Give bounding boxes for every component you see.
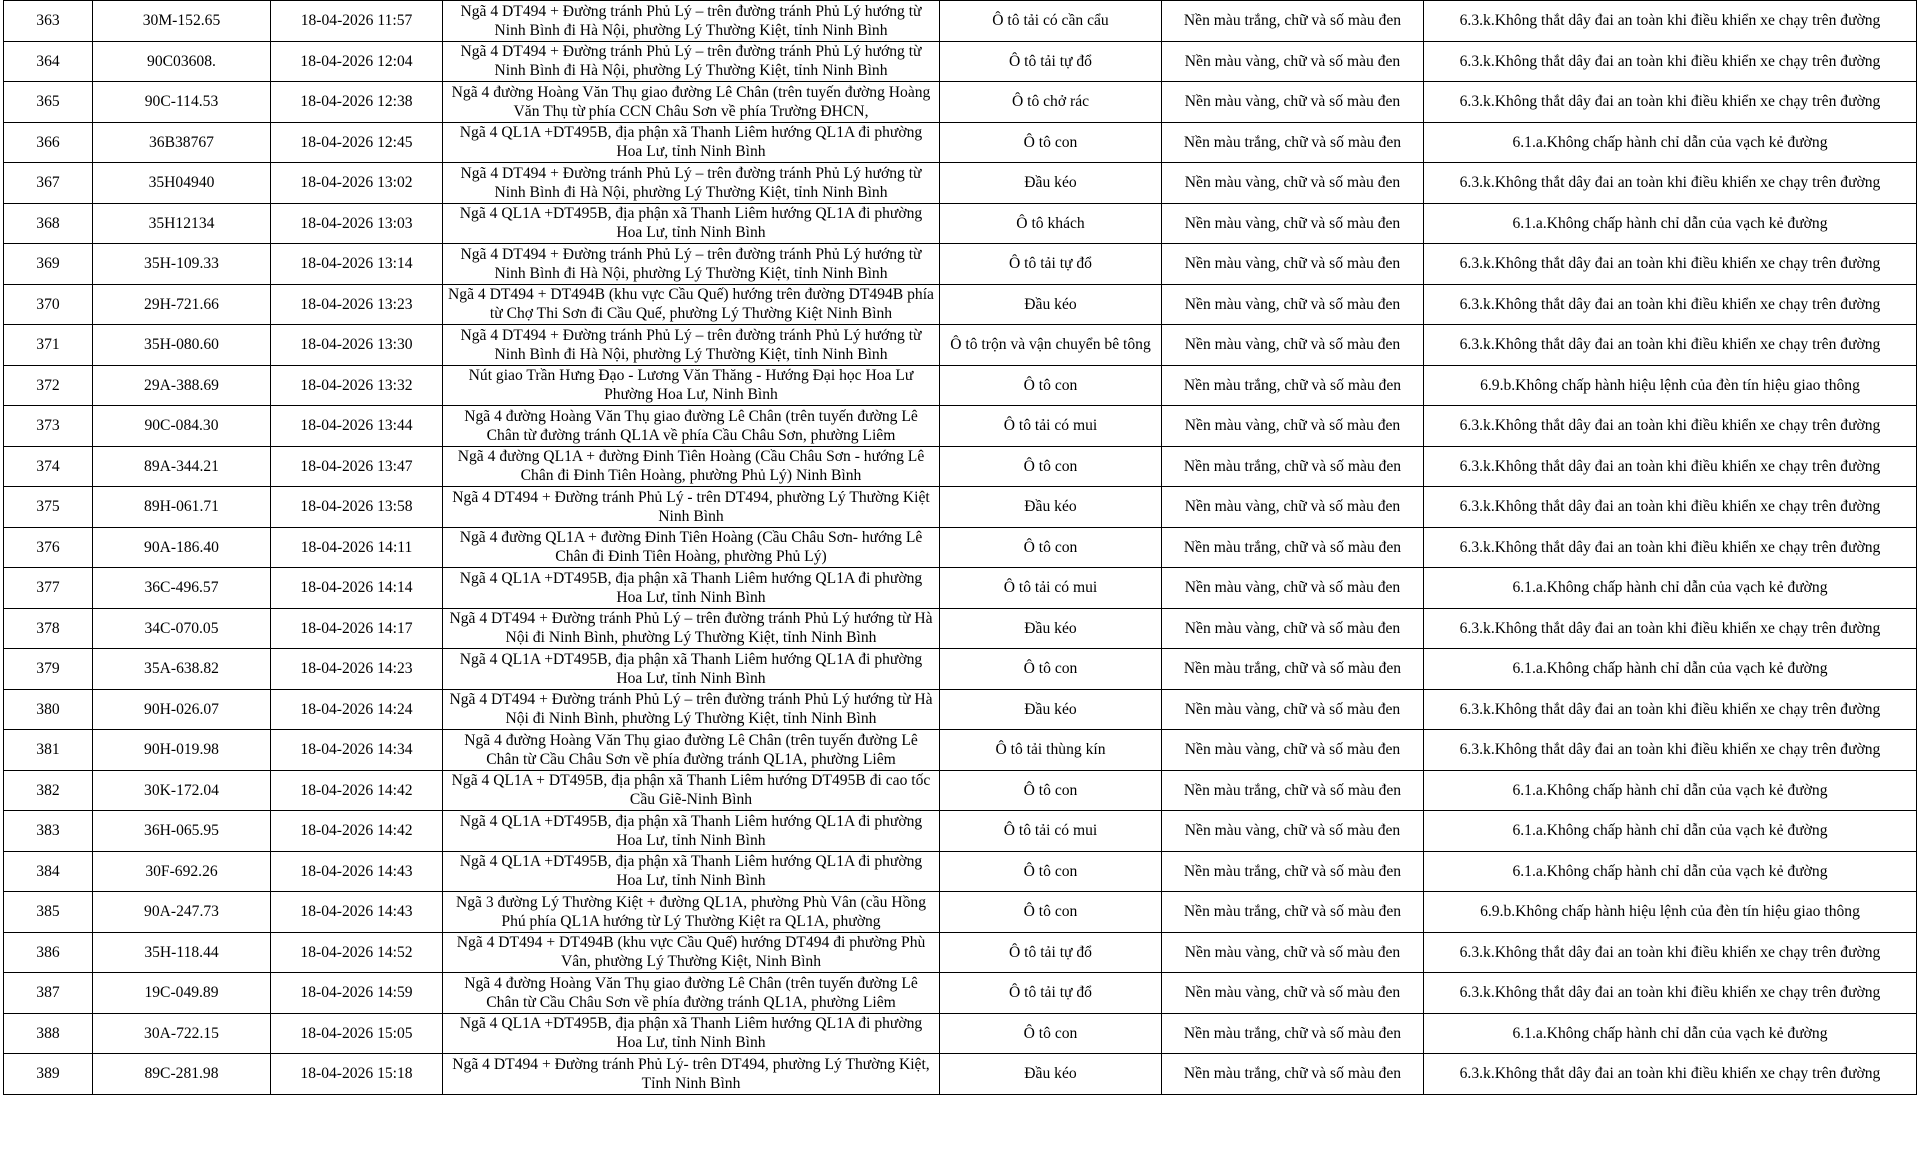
cell-license-plate: 36B38767: [93, 122, 271, 163]
table-row: [4, 730, 1917, 771]
cell-stt: 385: [4, 892, 93, 933]
cell-location: [443, 446, 940, 487]
cell-violation: 6.3.k.Không thắt dây đai an toàn khi điều khiển xe chạy trên đường: [1424, 446, 1917, 487]
cell-license-plate: 35H04940: [93, 163, 271, 204]
cell-violation: 6.3.k.Không thắt dây đai an toàn khi điều khiển xe chạy trên đường: [1424, 406, 1917, 447]
table-row: [4, 41, 1917, 82]
cell-plate-color: Nền màu trắng, chữ và số màu đen: [1162, 649, 1424, 690]
location-text: Ngã 4 QL1A +DT495B, địa phận xã Thanh Liêm hướng QL1A đi phường Hoa Lư, tỉnh Ninh Bình: [459, 569, 923, 606]
cell-stt: 388: [4, 1013, 93, 1054]
cell-license-plate: 34C-070.05: [93, 608, 271, 649]
cell-vehicle-type: Đầu kéo: [940, 1054, 1162, 1095]
cell-timestamp: 18-04-2026 11:57: [271, 1, 443, 42]
location-text: Ngã 4 DT494 + DT494B (khu vực Cầu Quế) hướng trên đường DT494B phía từ Chợ Thi Sơn đi Cầu Quế, phường Lý Thường Kiệt Ninh Bình: [448, 286, 934, 323]
location-text: Ngã 4 QL1A +DT495B, địa phận xã Thanh Liêm hướng QL1A đi phường Hoa Lư, tỉnh Ninh Bình: [459, 124, 923, 161]
location-text: Ngã 4 DT494 + Đường tránh Phủ Lý – trên đường tránh Phủ Lý hướng từ Hà Nội đi Ninh Bình, phường Lý Thường Kiệt, tỉnh Ninh Bình: [449, 691, 933, 728]
cell-violation: 6.3.k.Không thắt dây đai an toàn khi điều khiển xe chạy trên đường: [1424, 973, 1917, 1014]
location-text: Ngã 4 đường Hoàng Văn Thụ giao đường Lê Chân (trên tuyến đường Lê Chân từ đường tránh QL1A về phía Cầu Châu Sơn, phường Liêm: [464, 407, 918, 444]
cell-timestamp: 18-04-2026 14:14: [271, 568, 443, 609]
cell-stt: 363: [4, 1, 93, 42]
cell-vehicle-type: Ô tô tải có mui: [940, 568, 1162, 609]
cell-timestamp: 18-04-2026 14:24: [271, 689, 443, 730]
cell-violation: 6.1.a.Không chấp hành chỉ dẫn của vạch kẻ đường: [1424, 851, 1917, 892]
cell-plate-color: Nền màu trắng, chữ và số màu đen: [1162, 892, 1424, 933]
cell-violation: 6.3.k.Không thắt dây đai an toàn khi điều khiển xe chạy trên đường: [1424, 487, 1917, 528]
cell-location: [443, 892, 940, 933]
table-row: [4, 527, 1917, 568]
cell-plate-color: Nền màu vàng, chữ và số màu đen: [1162, 325, 1424, 366]
cell-license-plate: 30F-692.26: [93, 851, 271, 892]
cell-violation: 6.3.k.Không thắt dây đai an toàn khi điều khiển xe chạy trên đường: [1424, 284, 1917, 325]
cell-plate-color: Nền màu vàng, chữ và số màu đen: [1162, 568, 1424, 609]
cell-timestamp: 18-04-2026 12:38: [271, 82, 443, 123]
cell-vehicle-type: Ô tô con: [940, 365, 1162, 406]
cell-license-plate: 19C-049.89: [93, 973, 271, 1014]
cell-plate-color: Nền màu vàng, chữ và số màu đen: [1162, 811, 1424, 852]
cell-plate-color: Nền màu vàng, chữ và số màu đen: [1162, 41, 1424, 82]
table-row: [4, 365, 1917, 406]
table-row: [4, 892, 1917, 933]
cell-stt: 389: [4, 1054, 93, 1095]
cell-location: [443, 649, 940, 690]
cell-location: [443, 608, 940, 649]
table-row: [4, 203, 1917, 244]
location-text: Ngã 4 DT494 + Đường tránh Phủ Lý – trên đường tránh Phủ Lý hướng từ Ninh Bình đi Hà Nội, phường Lý Thường Kiệt, tỉnh Ninh Bình: [460, 326, 922, 363]
table-body: [4, 1, 1917, 1095]
cell-location: [443, 487, 940, 528]
location-text: Nút giao Trần Hưng Đạo - Lương Văn Thăng - Hướng Đại học Hoa Lư Phường Hoa Lư, Ninh Bình: [468, 367, 914, 404]
cell-plate-color: Nền màu trắng, chữ và số màu đen: [1162, 1054, 1424, 1095]
cell-timestamp: 18-04-2026 14:17: [271, 608, 443, 649]
cell-vehicle-type: Ô tô tải tự đổ: [940, 244, 1162, 285]
cell-location: [443, 568, 940, 609]
cell-timestamp: 18-04-2026 14:42: [271, 811, 443, 852]
cell-vehicle-type: Ô tô chở rác: [940, 82, 1162, 123]
cell-location: [443, 365, 940, 406]
table-row: [4, 649, 1917, 690]
location-text: Ngã 4 QL1A +DT495B, địa phận xã Thanh Liêm hướng QL1A đi phường Hoa Lư, tỉnh Ninh Bình: [459, 853, 923, 890]
cell-timestamp: 18-04-2026 13:14: [271, 244, 443, 285]
cell-plate-color: Nền màu trắng, chữ và số màu đen: [1162, 1013, 1424, 1054]
cell-location: [443, 325, 940, 366]
cell-violation: 6.3.k.Không thắt dây đai an toàn khi điều khiển xe chạy trên đường: [1424, 41, 1917, 82]
cell-violation: 6.9.b.Không chấp hành hiệu lệnh của đèn tín hiệu giao thông: [1424, 365, 1917, 406]
cell-vehicle-type: Ô tô con: [940, 1013, 1162, 1054]
cell-stt: 382: [4, 770, 93, 811]
cell-stt: 383: [4, 811, 93, 852]
cell-violation: 6.1.a.Không chấp hành chỉ dẫn của vạch kẻ đường: [1424, 122, 1917, 163]
cell-location: [443, 284, 940, 325]
cell-timestamp: 18-04-2026 14:11: [271, 527, 443, 568]
cell-plate-color: Nền màu vàng, chữ và số màu đen: [1162, 163, 1424, 204]
location-text: Ngã 4 DT494 + Đường tránh Phủ Lý- trên DT494, phường Lý Thường Kiệt, Tỉnh Ninh Bình: [452, 1055, 930, 1092]
cell-license-plate: 90A-186.40: [93, 527, 271, 568]
cell-timestamp: 18-04-2026 13:23: [271, 284, 443, 325]
cell-timestamp: 18-04-2026 15:18: [271, 1054, 443, 1095]
cell-location: [443, 41, 940, 82]
cell-stt: 370: [4, 284, 93, 325]
cell-location: [443, 973, 940, 1014]
location-text: Ngã 4 DT494 + Đường tránh Phủ Lý – trên đường tránh Phủ Lý hướng từ Hà Nội đi Ninh Bình, phường Lý Thường Kiệt, tỉnh Ninh Bình: [449, 610, 933, 647]
cell-violation: 6.3.k.Không thắt dây đai an toàn khi điều khiển xe chạy trên đường: [1424, 730, 1917, 771]
cell-stt: 371: [4, 325, 93, 366]
cell-timestamp: 18-04-2026 13:30: [271, 325, 443, 366]
cell-violation: 6.1.a.Không chấp hành chỉ dẫn của vạch kẻ đường: [1424, 811, 1917, 852]
violations-table: [3, 0, 1917, 1095]
cell-timestamp: 18-04-2026 13:02: [271, 163, 443, 204]
cell-violation: 6.1.a.Không chấp hành chỉ dẫn của vạch kẻ đường: [1424, 770, 1917, 811]
cell-plate-color: Nền màu trắng, chữ và số màu đen: [1162, 446, 1424, 487]
cell-violation: 6.3.k.Không thắt dây đai an toàn khi điều khiển xe chạy trên đường: [1424, 689, 1917, 730]
cell-timestamp: 18-04-2026 14:43: [271, 892, 443, 933]
cell-location: [443, 689, 940, 730]
cell-license-plate: 30A-722.15: [93, 1013, 271, 1054]
cell-stt: 368: [4, 203, 93, 244]
cell-location: [443, 1013, 940, 1054]
cell-timestamp: 18-04-2026 14:52: [271, 932, 443, 973]
cell-violation: 6.3.k.Không thắt dây đai an toàn khi điều khiển xe chạy trên đường: [1424, 1, 1917, 42]
table-row: [4, 325, 1917, 366]
cell-violation: 6.3.k.Không thắt dây đai an toàn khi điều khiển xe chạy trên đường: [1424, 932, 1917, 973]
table-row: [4, 1054, 1917, 1095]
cell-vehicle-type: Ô tô tải có mui: [940, 406, 1162, 447]
cell-license-plate: 89H-061.71: [93, 487, 271, 528]
cell-location: [443, 527, 940, 568]
location-text: Ngã 4 DT494 + Đường tránh Phủ Lý – trên đường tránh Phủ Lý hướng từ Ninh Bình đi Hà Nội, phường Lý Thường Kiệt, tỉnh Ninh Bình: [460, 43, 922, 80]
cell-plate-color: Nền màu vàng, chữ và số màu đen: [1162, 82, 1424, 123]
cell-license-plate: 36H-065.95: [93, 811, 271, 852]
cell-timestamp: 18-04-2026 13:03: [271, 203, 443, 244]
cell-vehicle-type: Ô tô con: [940, 892, 1162, 933]
cell-stt: 375: [4, 487, 93, 528]
location-text: Ngã 4 QL1A +DT495B, địa phận xã Thanh Liêm hướng QL1A đi phường Hoa Lư, tỉnh Ninh Bình: [459, 1015, 923, 1052]
cell-plate-color: Nền màu vàng, chữ và số màu đen: [1162, 932, 1424, 973]
cell-violation: 6.9.b.Không chấp hành hiệu lệnh của đèn tín hiệu giao thông: [1424, 892, 1917, 933]
cell-vehicle-type: Ô tô tải tự đổ: [940, 932, 1162, 973]
cell-vehicle-type: Đầu kéo: [940, 284, 1162, 325]
table-row: [4, 284, 1917, 325]
cell-location: [443, 851, 940, 892]
table-row: [4, 689, 1917, 730]
cell-vehicle-type: Ô tô con: [940, 649, 1162, 690]
location-text: Ngã 4 DT494 + Đường tránh Phủ Lý - trên DT494, phường Lý Thường Kiệt Ninh Bình: [452, 488, 930, 525]
cell-stt: 380: [4, 689, 93, 730]
location-text: Ngã 4 QL1A +DT495B, địa phận xã Thanh Liêm hướng QL1A đi phường Hoa Lư, tỉnh Ninh Bình: [459, 812, 923, 849]
cell-plate-color: Nền màu vàng, chữ và số màu đen: [1162, 973, 1424, 1014]
cell-vehicle-type: Ô tô khách: [940, 203, 1162, 244]
cell-vehicle-type: Ô tô tải thùng kín: [940, 730, 1162, 771]
table-row: [4, 82, 1917, 123]
cell-stt: 377: [4, 568, 93, 609]
cell-location: [443, 730, 940, 771]
cell-license-plate: 90H-026.07: [93, 689, 271, 730]
cell-location: [443, 163, 940, 204]
cell-plate-color: Nền màu vàng, chữ và số màu đen: [1162, 284, 1424, 325]
cell-plate-color: Nền màu vàng, chữ và số màu đen: [1162, 244, 1424, 285]
cell-plate-color: Nền màu trắng, chữ và số màu đen: [1162, 122, 1424, 163]
location-text: Ngã 4 DT494 + DT494B (khu vực Cầu Quế) hướng DT494 đi phường Phù Vân, phường Lý Thường Kiệt, Ninh Bình: [456, 934, 926, 971]
table-row: [4, 851, 1917, 892]
cell-violation: 6.3.k.Không thắt dây đai an toàn khi điều khiển xe chạy trên đường: [1424, 163, 1917, 204]
cell-license-plate: 90C-114.53: [93, 82, 271, 123]
cell-stt: 367: [4, 163, 93, 204]
cell-stt: 387: [4, 973, 93, 1014]
cell-timestamp: 18-04-2026 14:34: [271, 730, 443, 771]
cell-license-plate: 36C-496.57: [93, 568, 271, 609]
cell-license-plate: 29A-388.69: [93, 365, 271, 406]
cell-license-plate: 35H-080.60: [93, 325, 271, 366]
cell-vehicle-type: Ô tô tải có cần cẩu: [940, 1, 1162, 42]
cell-license-plate: 90H-019.98: [93, 730, 271, 771]
cell-license-plate: 35H12134: [93, 203, 271, 244]
cell-vehicle-type: Ô tô tải tự đổ: [940, 41, 1162, 82]
table-row: [4, 568, 1917, 609]
table-row: [4, 122, 1917, 163]
cell-stt: 376: [4, 527, 93, 568]
cell-vehicle-type: Đầu kéo: [940, 689, 1162, 730]
cell-stt: 365: [4, 82, 93, 123]
cell-violation: 6.3.k.Không thắt dây đai an toàn khi điều khiển xe chạy trên đường: [1424, 527, 1917, 568]
cell-stt: 373: [4, 406, 93, 447]
cell-stt: 378: [4, 608, 93, 649]
cell-vehicle-type: Ô tô con: [940, 851, 1162, 892]
cell-timestamp: 18-04-2026 13:58: [271, 487, 443, 528]
cell-vehicle-type: Ô tô con: [940, 770, 1162, 811]
cell-violation: 6.3.k.Không thắt dây đai an toàn khi điều khiển xe chạy trên đường: [1424, 244, 1917, 285]
cell-vehicle-type: Ô tô tải có mui: [940, 811, 1162, 852]
cell-timestamp: 18-04-2026 12:45: [271, 122, 443, 163]
table-row: [4, 770, 1917, 811]
cell-location: [443, 1054, 940, 1095]
cell-vehicle-type: Ô tô con: [940, 122, 1162, 163]
cell-license-plate: 90C03608.: [93, 41, 271, 82]
cell-location: [443, 82, 940, 123]
cell-plate-color: Nền màu vàng, chữ và số màu đen: [1162, 203, 1424, 244]
cell-stt: 369: [4, 244, 93, 285]
cell-plate-color: Nền màu trắng, chữ và số màu đen: [1162, 770, 1424, 811]
cell-timestamp: 18-04-2026 14:59: [271, 973, 443, 1014]
cell-plate-color: Nền màu trắng, chữ và số màu đen: [1162, 851, 1424, 892]
cell-stt: 374: [4, 446, 93, 487]
cell-license-plate: 90C-084.30: [93, 406, 271, 447]
cell-timestamp: 18-04-2026 13:32: [271, 365, 443, 406]
cell-license-plate: 35H-118.44: [93, 932, 271, 973]
cell-vehicle-type: Ô tô con: [940, 527, 1162, 568]
location-text: Ngã 4 đường Hoàng Văn Thụ giao đường Lê Chân (trên tuyến đường Lê Chân từ Cầu Châu Sơn về phía đường tránh QL1A, phường Liêm: [464, 974, 918, 1011]
cell-timestamp: 18-04-2026 13:44: [271, 406, 443, 447]
location-text: Ngã 4 đường Hoàng Văn Thụ giao đường Lê Chân (trên tuyến đường Lê Chân từ Cầu Châu Sơn về phía đường tránh QL1A, phường Liêm: [464, 731, 918, 768]
cell-location: [443, 244, 940, 285]
cell-violation: 6.1.a.Không chấp hành chỉ dẫn của vạch kẻ đường: [1424, 649, 1917, 690]
cell-timestamp: 18-04-2026 13:47: [271, 446, 443, 487]
location-text: Ngã 4 QL1A +DT495B, địa phận xã Thanh Liêm hướng QL1A đi phường Hoa Lư, tỉnh Ninh Bình: [459, 650, 923, 687]
cell-stt: 372: [4, 365, 93, 406]
cell-stt: 379: [4, 649, 93, 690]
cell-license-plate: 30K-172.04: [93, 770, 271, 811]
table-row: [4, 608, 1917, 649]
cell-license-plate: 30M-152.65: [93, 1, 271, 42]
cell-stt: 366: [4, 122, 93, 163]
cell-location: [443, 1, 940, 42]
cell-vehicle-type: Ô tô con: [940, 446, 1162, 487]
cell-violation: 6.3.k.Không thắt dây đai an toàn khi điều khiển xe chạy trên đường: [1424, 608, 1917, 649]
cell-violation: 6.3.k.Không thắt dây đai an toàn khi điều khiển xe chạy trên đường: [1424, 82, 1917, 123]
cell-vehicle-type: Ô tô trộn và vận chuyển bê tông: [940, 325, 1162, 366]
cell-location: [443, 203, 940, 244]
location-text: Ngã 4 đường QL1A + đường Đinh Tiên Hoàng (Cầu Châu Sơn- hướng Lê Chân đi Đinh Tiên Hoàng, phường Phủ Lý): [459, 529, 923, 566]
cell-stt: 381: [4, 730, 93, 771]
cell-timestamp: 18-04-2026 14:43: [271, 851, 443, 892]
cell-vehicle-type: Đầu kéo: [940, 608, 1162, 649]
table-row: [4, 487, 1917, 528]
cell-license-plate: 35H-109.33: [93, 244, 271, 285]
cell-timestamp: 18-04-2026 15:05: [271, 1013, 443, 1054]
location-text: Ngã 4 QL1A + DT495B, địa phận xã Thanh Liêm hướng DT495B đi cao tốc Cầu Giẽ-Ninh Bình: [451, 772, 931, 809]
location-text: Ngã 4 DT494 + Đường tránh Phủ Lý – trên đường tránh Phủ Lý hướng từ Ninh Bình đi Hà Nội, phường Lý Thường Kiệt, tỉnh Ninh Bình: [460, 2, 922, 39]
table-row: [4, 163, 1917, 204]
cell-violation: 6.1.a.Không chấp hành chỉ dẫn của vạch kẻ đường: [1424, 1013, 1917, 1054]
cell-plate-color: Nền màu trắng, chữ và số màu đen: [1162, 527, 1424, 568]
location-text: Ngã 4 DT494 + Đường tránh Phủ Lý – trên đường tránh Phủ Lý hướng từ Ninh Bình đi Hà Nội, phường Lý Thường Kiệt, tỉnh Ninh Bình: [460, 164, 922, 201]
cell-plate-color: Nền màu vàng, chữ và số màu đen: [1162, 689, 1424, 730]
cell-license-plate: 89A-344.21: [93, 446, 271, 487]
location-text: Ngã 4 đường QL1A + đường Đinh Tiên Hoàng (Cầu Châu Sơn - hướng Lê Chân đi Đinh Tiên Hoàng, phường Phủ Lý) Ninh Bình: [457, 448, 925, 485]
cell-violation: 6.1.a.Không chấp hành chỉ dẫn của vạch kẻ đường: [1424, 203, 1917, 244]
location-text: Ngã 4 đường Hoàng Văn Thụ giao đường Lê Chân (trên tuyến đường Hoàng Văn Thụ từ phía CCN Châu Sơn về phía Trường ĐHCN,: [451, 83, 931, 120]
cell-vehicle-type: Đầu kéo: [940, 487, 1162, 528]
location-text: Ngã 4 QL1A +DT495B, địa phận xã Thanh Liêm hướng QL1A đi phường Hoa Lư, tỉnh Ninh Bình: [459, 205, 923, 242]
cell-stt: 384: [4, 851, 93, 892]
cell-location: [443, 406, 940, 447]
cell-location: [443, 770, 940, 811]
cell-plate-color: Nền màu vàng, chữ và số màu đen: [1162, 406, 1424, 447]
table-row: [4, 811, 1917, 852]
cell-plate-color: Nền màu vàng, chữ và số màu đen: [1162, 730, 1424, 771]
table-row: [4, 244, 1917, 285]
cell-timestamp: 18-04-2026 14:23: [271, 649, 443, 690]
table-row: [4, 1013, 1917, 1054]
cell-license-plate: 35A-638.82: [93, 649, 271, 690]
cell-stt: 364: [4, 41, 93, 82]
cell-timestamp: 18-04-2026 14:42: [271, 770, 443, 811]
location-text: Ngã 4 DT494 + Đường tránh Phủ Lý – trên đường tránh Phủ Lý hướng từ Ninh Bình đi Hà Nội, phường Lý Thường Kiệt, tỉnh Ninh Bình: [460, 245, 922, 282]
cell-plate-color: Nền màu trắng, chữ và số màu đen: [1162, 1, 1424, 42]
cell-vehicle-type: Đầu kéo: [940, 163, 1162, 204]
cell-license-plate: 89C-281.98: [93, 1054, 271, 1095]
cell-plate-color: Nền màu vàng, chữ và số màu đen: [1162, 487, 1424, 528]
cell-timestamp: 18-04-2026 12:04: [271, 41, 443, 82]
cell-license-plate: 90A-247.73: [93, 892, 271, 933]
cell-violation: 6.3.k.Không thắt dây đai an toàn khi điều khiển xe chạy trên đường: [1424, 1054, 1917, 1095]
cell-violation: 6.3.k.Không thắt dây đai an toàn khi điều khiển xe chạy trên đường: [1424, 325, 1917, 366]
table-row: [4, 973, 1917, 1014]
location-text: Ngã 3 đường Lý Thường Kiệt + đường QL1A, phường Phù Vân (cầu Hồng Phú phía QL1A hướng từ Lý Thường Kiệt ra QL1A, phường: [455, 893, 926, 930]
cell-vehicle-type: Ô tô tải tự đổ: [940, 973, 1162, 1014]
table-row: [4, 932, 1917, 973]
table-row: [4, 406, 1917, 447]
cell-location: [443, 932, 940, 973]
table-row: [4, 1, 1917, 42]
cell-stt: 386: [4, 932, 93, 973]
cell-plate-color: Nền màu vàng, chữ và số màu đen: [1162, 608, 1424, 649]
cell-location: [443, 122, 940, 163]
table-row: [4, 446, 1917, 487]
cell-license-plate: 29H-721.66: [93, 284, 271, 325]
cell-location: [443, 811, 940, 852]
cell-violation: 6.1.a.Không chấp hành chỉ dẫn của vạch kẻ đường: [1424, 568, 1917, 609]
cell-plate-color: Nền màu trắng, chữ và số màu đen: [1162, 365, 1424, 406]
